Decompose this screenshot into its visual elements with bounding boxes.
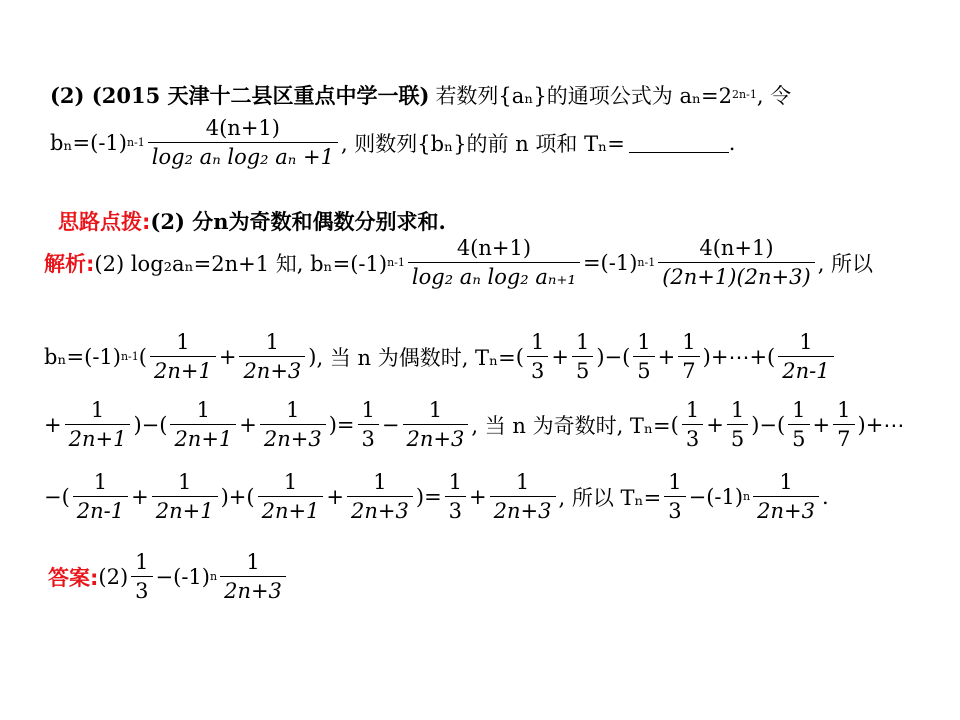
frac-num: 1 (428, 398, 443, 422)
frac-num: 1 (373, 470, 387, 494)
frac-den: 2n+1 (150, 356, 216, 383)
frac-den: 3 (131, 576, 152, 603)
solution-l1-fraction2 (658, 236, 814, 289)
frac-den: 2n+1 (152, 496, 218, 523)
answer-line: 答案: (2) $\frac{1}{3}$ − (-1) n $\frac{1}{2n+3}$ (48, 550, 289, 603)
frac-num: 1 (515, 470, 530, 494)
frac-num: 1 (779, 470, 793, 494)
frac-den: 5 (788, 424, 809, 451)
answer-part: (2) (98, 564, 129, 589)
frac-num: 1 (93, 470, 108, 494)
frac-num: 1 (730, 398, 745, 422)
answer-label: 答案: (48, 565, 99, 590)
solution-line-3: + $\frac{1}{2n+1}$ )−( $\frac{1}{2n+1}$ + $\frac{1}{2n+3}$ )= $\frac{1}{3}$ − $\frac{1}{2n+3}$ , 当 n 为奇数时, Tₙ= ( $\frac{1}{3}$ + $\frac{1}{5}$ )−( $\frac{1}{5}$ + $\frac{1}{7}$ )+⋯ (44, 398, 905, 451)
hint-line (58, 206, 446, 236)
problem-line-1: (2) (2015 天津十二县区重点中学一联) 若数列{aₙ}的通项公式为 aₙ=2 2n-1 , 令 (50, 80, 791, 110)
frac-num: 1 (135, 550, 149, 574)
frac-den: 3 (445, 496, 466, 523)
solution-label: 解析: (44, 251, 95, 276)
fraction (347, 470, 413, 523)
frac-den: 2n+3 (490, 496, 556, 523)
frac-den: 2n+3 (403, 424, 469, 451)
hint-label: 思路点拨: (58, 210, 151, 234)
fraction (778, 330, 833, 383)
frac-den: 5 (727, 424, 748, 451)
fraction (833, 398, 854, 451)
fraction (490, 470, 556, 523)
frac-den: (2n+1)(2n+3) (658, 262, 814, 289)
frac-den: 2n+3 (220, 576, 286, 603)
fraction (73, 470, 128, 523)
frac-num: 1 (837, 398, 851, 422)
frac-num: 1 (575, 330, 590, 354)
bn-numerator: 4(n+1) (205, 116, 280, 140)
solution-l3-odd: , 当 n 为奇数时, Tₙ= (471, 413, 671, 438)
frac-num: 1 (196, 398, 211, 422)
frac-den: 2n+1 (65, 424, 131, 451)
fraction (403, 398, 469, 451)
problem-end: . (728, 130, 736, 155)
problem-ask: , 则数列{bₙ}的前 n 项和 Tₙ= (340, 131, 625, 156)
fraction (258, 470, 324, 523)
frac-num: 1 (448, 470, 463, 494)
fraction (152, 470, 218, 523)
frac-den: 2n-1 (73, 496, 128, 523)
frac-den: 7 (833, 424, 854, 451)
solution-l2-even: , 当 n 为偶数时, Tₙ= (316, 345, 516, 370)
fraction (664, 470, 685, 523)
fraction (678, 330, 699, 383)
fraction (527, 330, 548, 383)
bn-denominator: log₂ aₙ log₂ aₙ +1 (148, 142, 338, 169)
frac-num: 4(n+1) (699, 236, 774, 260)
frac-num: 1 (286, 398, 300, 422)
frac-num: 1 (799, 330, 813, 354)
frac-den: 2n+1 (258, 496, 324, 523)
fraction (150, 330, 216, 383)
frac-num: 1 (246, 550, 260, 574)
problem-label: (2) (2015 天津十二县区重点中学一联) (50, 83, 430, 108)
frac-den: log₂ aₙ log₂ aₙ₊₁ (408, 262, 580, 289)
frac-num: 1 (177, 470, 192, 494)
answer-blank (629, 132, 729, 153)
fraction (727, 398, 748, 451)
frac-num: 1 (90, 398, 105, 422)
frac-den: 2n+1 (170, 424, 236, 451)
problem-ling: , 令 (756, 84, 792, 108)
frac-num: 1 (361, 398, 375, 422)
neg-one: (-1) (706, 484, 744, 509)
hint-text: (2) 分n为奇数和偶数分别求和. (150, 209, 446, 234)
answer-neg-one: (-1) (173, 564, 210, 589)
solution-line-2: bₙ=(-1) n-1 ( $\frac{1}{2n+1}$ + $\frac{1}{2n+3}$ ) , 当 n 为偶数时, Tₙ= ( $\frac{1}{3}$ + $\frac{1}{5}$ )−( $\frac{1}{5}$ + $\frac{1}{7}$ )+⋯+( $\frac{1}{2n-1}$ (44, 330, 837, 383)
frac-den: 2n+3 (347, 496, 413, 523)
frac-den: 2n+3 (753, 496, 819, 523)
frac-den: 3 (527, 356, 548, 383)
problem-intro: 若数列{aₙ}的通项公式为 aₙ=2 (435, 84, 733, 108)
fraction (572, 330, 593, 383)
frac-num: 4(n+1) (456, 236, 532, 260)
problem-line-2: bₙ=(-1) n-1 $\frac{4(n+1)}{\text{log₂ aₙ log₂ aₙ +1}}$ , 则数列{bₙ}的前 n 项和 Tₙ= . (50, 116, 736, 169)
frac-num: 1 (265, 330, 280, 354)
frac-num: 1 (637, 330, 651, 354)
frac-den: 3 (358, 424, 379, 451)
solution-l1-text: (2) log₂aₙ=2n+1 知, bₙ=(-1) (94, 251, 388, 276)
fraction (239, 330, 305, 383)
fraction (358, 398, 379, 451)
frac-num: 1 (792, 398, 806, 422)
bn-prefix: bₙ=(-1) (50, 130, 127, 155)
fraction (753, 470, 819, 523)
frac-num: 1 (685, 398, 700, 422)
solution-line-4: −( $\frac{1}{2n-1}$ + $\frac{1}{2n+1}$ )+( $\frac{1}{2n+1}$ + $\frac{1}{2n+3}$ )= $\frac{1}{3}$ + $\frac{1}{2n+3}$ , 所以 Tₙ= $\frac{1}{3}$ − (-1) n $\frac{1}{2n+3}$ . (44, 470, 829, 523)
fraction (131, 550, 152, 603)
frac-num: 1 (668, 470, 682, 494)
frac-den: 7 (678, 356, 699, 383)
frac-den: 2n-1 (778, 356, 833, 383)
fraction (65, 398, 131, 451)
fraction (220, 550, 286, 603)
solution-l1-eq: =(-1) (582, 250, 638, 275)
bn-fraction (148, 116, 338, 169)
solution-l2-text: bₙ=(-1) (44, 344, 121, 369)
frac-num: 1 (176, 330, 190, 354)
frac-num: 1 (530, 330, 545, 354)
frac-den: 2n+3 (239, 356, 305, 383)
frac-den: 3 (664, 496, 685, 523)
fraction (445, 470, 466, 523)
fraction (260, 398, 326, 451)
frac-den: 5 (633, 356, 654, 383)
fraction (170, 398, 236, 451)
fraction (633, 330, 654, 383)
fraction (682, 398, 703, 451)
fraction (788, 398, 809, 451)
frac-num: 1 (682, 330, 696, 354)
frac-den: 2n+3 (260, 424, 326, 451)
solution-l1-end: , 所以 (817, 251, 874, 276)
frac-num: 1 (283, 470, 298, 494)
solution-l1-fraction (408, 236, 580, 289)
frac-den: 3 (682, 424, 703, 451)
frac-den: 5 (572, 356, 593, 383)
solution-line-1: 解析: (2) log₂aₙ=2n+1 知, bₙ=(-1) n-1 $\frac{4(n+1)}{\text{log₂ aₙ log₂ aₙ₊₁}}$ =(-1) n-1 $\frac{4(n+1)}{(2n+1)(2n+3)}$ , 所以 (44, 236, 874, 289)
solution-l4-text: , 所以 Tₙ= (558, 485, 662, 510)
